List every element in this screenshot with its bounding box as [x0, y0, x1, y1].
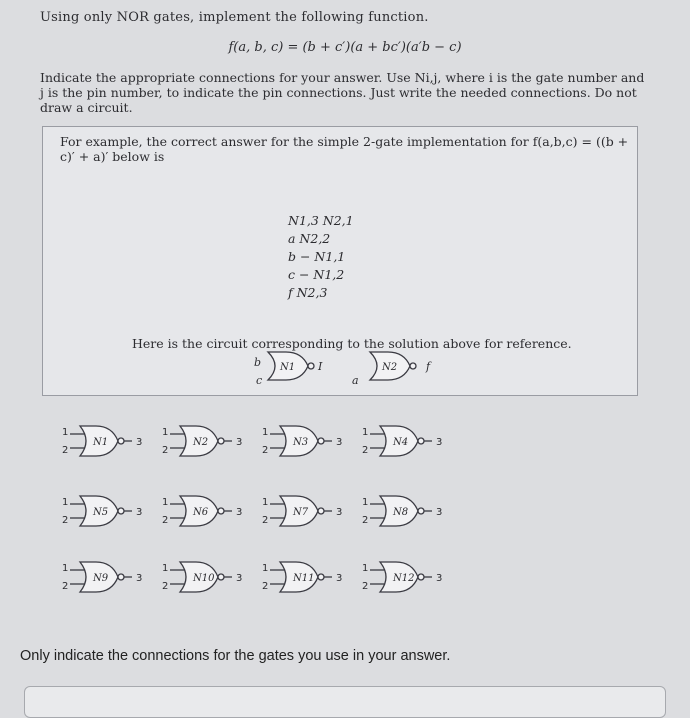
pin-1-label: 1: [262, 427, 269, 438]
pin-1-label: 1: [162, 563, 169, 574]
pin-2-label: 2: [62, 515, 69, 526]
pin-1-label: 1: [362, 497, 369, 508]
gate-label: N8: [393, 507, 409, 518]
gate-label: N3: [293, 437, 309, 448]
pin-3-label: 3: [436, 507, 443, 518]
gate-label: N6: [193, 507, 209, 518]
pin-1-label: 1: [262, 563, 269, 574]
gate-label: N9: [93, 573, 109, 584]
gate-label: N10: [193, 573, 215, 584]
example-input-b: b: [254, 356, 262, 369]
footer-note: Only indicate the connections for the gates you use in your answer.: [20, 648, 451, 664]
answer-input[interactable]: [24, 686, 666, 718]
reference-text: Here is the circuit corresponding to the solution above for reference.: [132, 336, 572, 351]
pin-3-label: 3: [136, 507, 143, 518]
example-output-1: I: [318, 360, 323, 373]
pin-1-label: 1: [362, 427, 369, 438]
example-text: For example, the correct answer for the simple 2-gate implementation for f(a,b,c) = ((b + c)′ + a)′ below is: [60, 134, 629, 164]
svg-text:N2: N2: [382, 362, 398, 373]
gate-label: N2: [193, 437, 209, 448]
pin-2-label: 2: [62, 581, 69, 592]
gate-label: N12: [393, 573, 415, 584]
instructions-text: Indicate the appropriate connections for your answer. Use Ni,j, where i is the gate number and j is the pin number, to indicate the pin connections. Just write the needed connections. Do not draw a circuit.: [40, 70, 645, 115]
nor-gate-7: [262, 496, 342, 526]
gate-label: N11: [293, 573, 315, 584]
pin-1-label: 1: [162, 427, 169, 438]
pin-2-label: 2: [262, 445, 269, 456]
function-formula: f(a, b, c) = (b + c′)(a + bc′)(a′b − c): [228, 40, 462, 55]
example-connection: c − N1,2: [288, 267, 345, 282]
pin-3-label: 3: [336, 507, 343, 518]
example-output-f: f: [426, 360, 431, 373]
example-connection: a N2,2: [288, 231, 331, 246]
nor-gate-9: [62, 562, 142, 592]
pin-1-label: 1: [262, 497, 269, 508]
pin-3-label: 3: [236, 507, 243, 518]
pin-3-label: 3: [236, 573, 243, 584]
pin-3-label: 3: [136, 437, 143, 448]
example-input-a: a: [352, 374, 359, 387]
nor-gate-6: [162, 496, 242, 526]
pin-3-label: 3: [136, 573, 143, 584]
question-title: Using only NOR gates, implement the following function.: [40, 10, 429, 25]
nor-gate-4: [362, 426, 442, 456]
pin-2-label: 2: [162, 515, 169, 526]
gate-label: N4: [393, 437, 409, 448]
gate-label: N1: [93, 437, 109, 448]
nor-gate-2: [162, 426, 242, 456]
example-connection: N1,3 N2,1: [288, 213, 354, 228]
nor-gate-1: [62, 426, 142, 456]
nor-gate-8: [362, 496, 442, 526]
pin-1-label: 1: [62, 563, 69, 574]
gate-label: N7: [293, 507, 309, 518]
pin-3-label: 3: [336, 437, 343, 448]
gate-label: N5: [93, 507, 109, 518]
pin-1-label: 1: [362, 563, 369, 574]
pin-2-label: 2: [362, 581, 369, 592]
nor-gate-12: [362, 562, 442, 592]
pin-3-label: 3: [436, 437, 443, 448]
nor-gate-10: [162, 562, 242, 592]
pin-3-label: 3: [436, 573, 443, 584]
pin-2-label: 2: [162, 581, 169, 592]
pin-2-label: 2: [162, 445, 169, 456]
nor-gate-5: [62, 496, 142, 526]
pin-3-label: 3: [236, 437, 243, 448]
pin-2-label: 2: [62, 445, 69, 456]
nor-gate-11: [262, 562, 342, 592]
pin-1-label: 1: [62, 497, 69, 508]
pin-2-label: 2: [362, 445, 369, 456]
example-input-c: c: [256, 374, 263, 387]
pin-1-label: 1: [162, 497, 169, 508]
example-connection: b − N1,1: [288, 249, 346, 264]
pin-2-label: 2: [262, 581, 269, 592]
svg-text:N1: N1: [280, 362, 296, 373]
pin-1-label: 1: [62, 427, 69, 438]
nor-gate-3: [262, 426, 342, 456]
example-connection: f N2,3: [288, 285, 328, 300]
pin-2-label: 2: [362, 515, 369, 526]
pin-2-label: 2: [262, 515, 269, 526]
pin-3-label: 3: [336, 573, 343, 584]
